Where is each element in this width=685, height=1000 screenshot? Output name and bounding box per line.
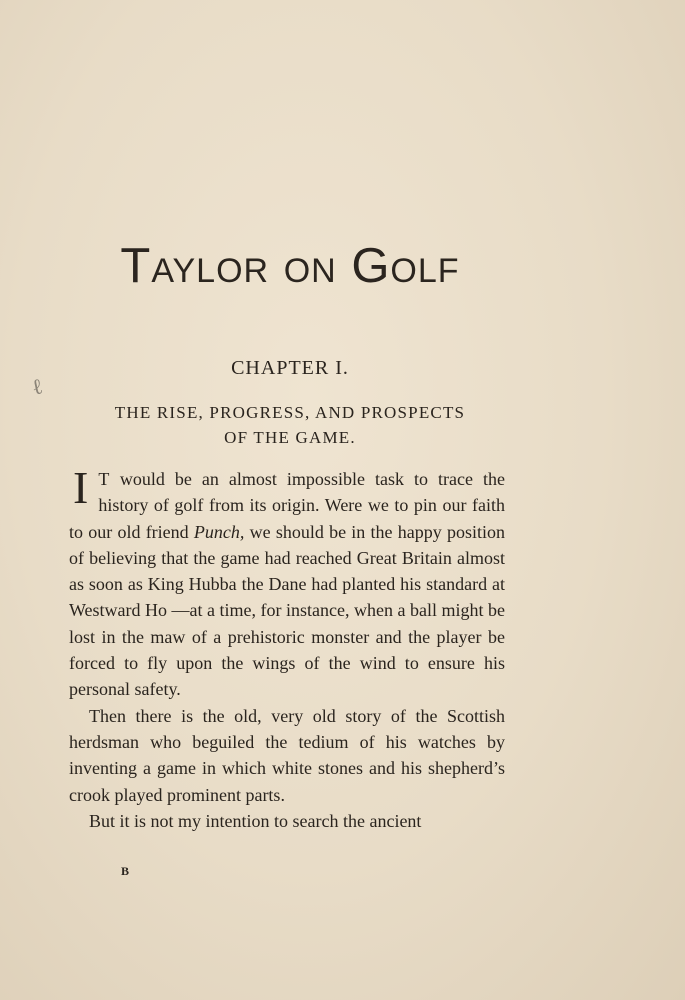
paragraph-1-text-a: would be an almost impossible task to trace the history of golf from its origin. Were we to pin our faith to our old friend [69,469,505,542]
paragraph-1 [69,462,505,703]
paragraph-2: Then there is the old, very old story of the Scottish herdsman who beguiled the tedium of his watches by inventing a game in which white stones and his shepherd’s crook played prominent parts. [69,705,505,805]
pencil-mark: ℓ [29,374,46,401]
chapter-title-line-1: THE RISE, PROGRESS, AND PROSPECTS [114,403,466,422]
book-title: Taylor on Golf [120,239,460,293]
paragraph-1-text-b: we should be in the happy position of believing that the game had reached Great Britain almost as soon as King Hubba the Dane had planted his standard at Westward Ho —at a time, for instance, when a ball might be lost in the maw of a prehistoric monster and the player be forced to fly upon the wings of the wind to ensure his personal safety. [69,521,505,700]
paragraph-1-first-letter: T [98,469,110,489]
signature-mark: B [121,864,131,878]
chapter-title [60,400,520,450]
drop-cap: I [73,462,89,513]
body-text [69,462,505,834]
chapter-title-line-2: OF THE GAME. [224,428,356,447]
chapter-number: CHAPTER I. [231,357,349,379]
paragraph-3: But it is not my intention to search the ancient [89,810,422,831]
paragraph-1-italic: Punch, [193,521,245,542]
